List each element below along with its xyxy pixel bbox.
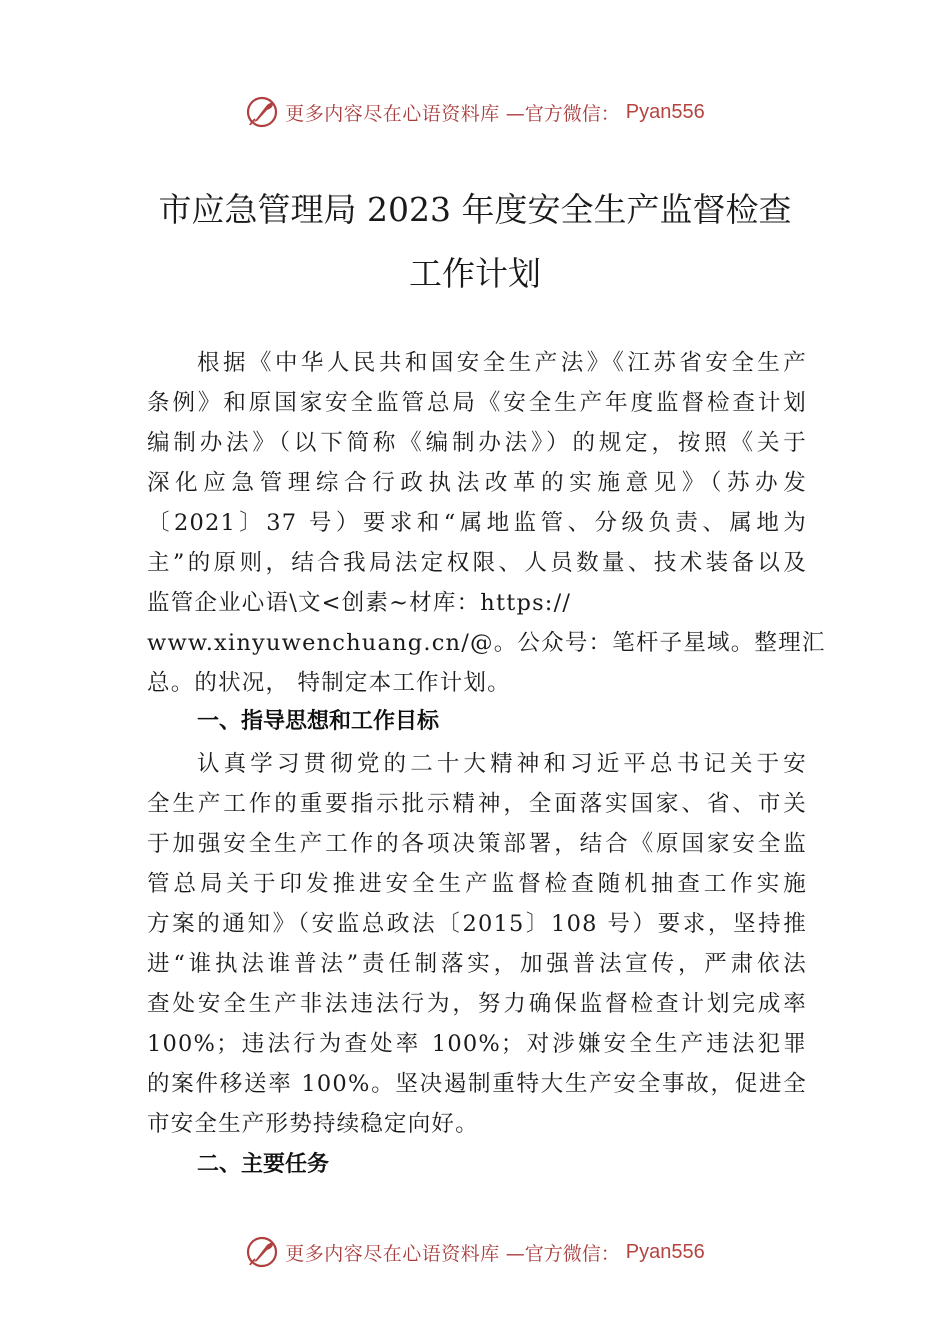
document-title-line2: 工作计划 — [409, 254, 541, 293]
banner-wechat-id: Pyan556 — [625, 1240, 705, 1263]
paragraph-line: 主”的原则，结合我局法定权限、人员数量、技术装备以及 — [147, 550, 807, 576]
paragraph-line: 深化应急管理综合行政执法改革的实施意见》（苏办发 — [147, 470, 807, 496]
quill-logo-icon — [245, 95, 279, 129]
paragraph-line: 管总局关于印发推进安全生产监督检查随机抽查工作实施 — [147, 871, 807, 897]
paragraph-line: 总。的状况， 特制定本工作计划。 — [147, 670, 511, 696]
banner-wechat-label: —官方微信： — [505, 1242, 620, 1265]
banner-text: 更多内容尽在心语资料库 — [285, 102, 500, 125]
paragraph-line: www.xinyuwenchuang.cn/@。公众号：笔杆子星域。整理汇 — [147, 630, 826, 656]
paragraph-line: 监管企业心语\文<创素~材库：https:// — [147, 590, 572, 616]
quill-logo-icon — [245, 1235, 279, 1269]
paragraph-line: 市安全生产形势持续稳定向好。 — [147, 1111, 479, 1137]
document-title-line1: 市应急管理局 2023 年度安全生产监督检查 — [158, 190, 792, 229]
section-heading-2: 二、主要任务 — [197, 1152, 330, 1177]
paragraph-line: 条例》和原国家安全监管总局《安全生产年度监督检查计划 — [147, 390, 807, 416]
paragraph-line: 根据《中华人民共和国安全生产法》《江苏省安全生产 — [197, 350, 807, 376]
header-banner — [0, 92, 950, 132]
section-heading-1: 一、指导思想和工作目标 — [197, 709, 440, 734]
banner-wechat-label: —官方微信： — [505, 102, 620, 125]
banner-text: 更多内容尽在心语资料库 — [285, 1242, 500, 1265]
paragraph-line: 的案件移送率 100%。坚决遏制重特大生产安全事故，促进全 — [147, 1071, 807, 1097]
paragraph-line: 进“谁执法谁普法”责任制落实，加强普法宣传，严肃依法 — [147, 951, 807, 977]
paragraph-line: 100%；违法行为查处率 100%；对涉嫌安全生产违法犯罪 — [147, 1031, 807, 1057]
paragraph-line: 于加强安全生产工作的各项决策部署，结合《原国家安全监 — [147, 831, 807, 857]
paragraph-line: 〔2021〕37 号）要求和“属地监管、分级负责、属地为 — [147, 510, 807, 536]
paragraph-line: 认真学习贯彻党的二十大精神和习近平总书记关于安 — [197, 751, 807, 777]
paragraph-line: 编制办法》（以下简称《编制办法》）的规定，按照《关于 — [147, 430, 807, 456]
banner-wechat-id: Pyan556 — [625, 100, 705, 123]
paragraph-line: 方案的通知》（安监总政法〔2015〕108 号）要求，坚持推 — [147, 911, 807, 937]
paragraph-line: 全生产工作的重要指示批示精神，全面落实国家、省、市关 — [147, 791, 807, 817]
paragraph-line: 查处安全生产非法违法行为，努力确保监督检查计划完成率 — [147, 991, 807, 1017]
footer-banner — [0, 1232, 950, 1272]
